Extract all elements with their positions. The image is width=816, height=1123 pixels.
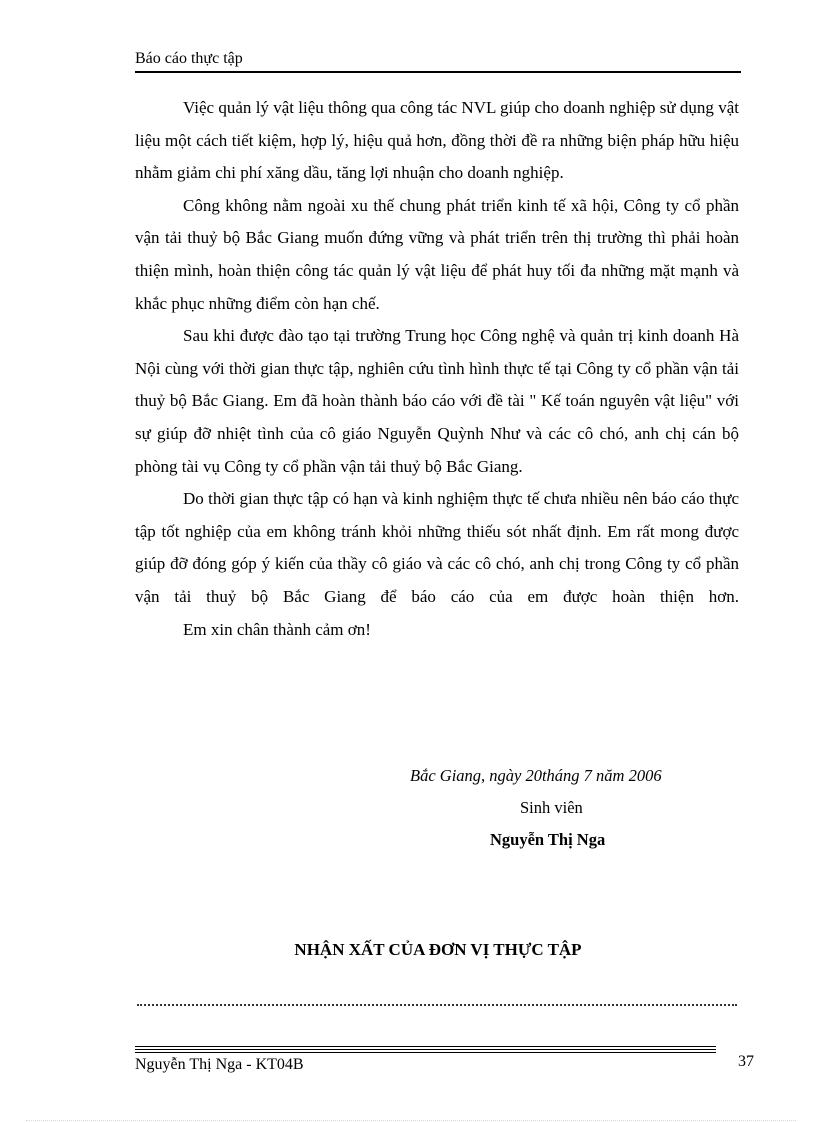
signature-name: Nguyễn Thị Nga <box>490 830 606 849</box>
report-body <box>135 92 739 646</box>
section-title: NHẬN XẤT CỦA ĐƠN VỊ THỰC TẬP <box>294 940 582 959</box>
page-edge-divider <box>26 1120 796 1121</box>
footer-rule <box>135 1052 716 1053</box>
footer-rule <box>135 1046 716 1047</box>
closing-line: Em xin chân thành cảm ơn! <box>183 619 371 639</box>
comment-dotted-line <box>137 1004 737 1006</box>
paragraph: Việc quản lý vật liệu thông qua công tác NVL giúp cho doanh nghiệp sử dụng vật liệu một cách tiết kiệm, hợp lý, hiệu quả hơn, đồng thời đề ra những biện pháp hữu hiệu nhằm giảm chi phí xăng dầu, tăng lợi nhuận cho doanh nghiệp. <box>135 98 739 183</box>
paragraph: Công không nằm ngoài xu thế chung phát triển kinh tế xã hội, Công ty cổ phần vận tải thuỷ bộ Bắc Giang muốn đứng vững và phát triển trên thị trường thì phải hoàn thiện mình, hoàn thiện công tác quản lý vật liệu để phát huy tối đa những mặt mạnh và khắc phục những điểm còn hạn chế. <box>135 195 739 313</box>
footer-author: Nguyễn Thị Nga - KT04B <box>135 1056 304 1073</box>
paragraph: Sau khi được đào tạo tại trường Trung học Công nghệ và quản trị kinh doanh Hà Nội cùng với thời gian thực tập, nghiên cứu tình hình thực tế tại Công ty cổ phần vận tải thuỷ bộ Bắc Giang. Em đã hoàn thành báo cáo với đề tài " Kế toán nguyên vật liệu" với sự giúp đỡ nhiệt tình của cô giáo Nguyễn Quỳnh Như và các cô chó, anh chị cán bộ phòng tài vụ Công ty cổ phần vận tải thuỷ bộ Bắc Giang. <box>135 326 739 476</box>
page-number: 37 <box>738 1053 754 1070</box>
signature-role: Sinh viên <box>520 798 583 817</box>
paragraph: Do thời gian thực tập có hạn và kinh nghiệm thực tế chưa nhiều nên báo cáo thực tập tốt nghiệp của em không tránh khỏi những thiếu sót nhất định. Em rất mong được giúp đỡ đóng góp ý kiến của thầy cô giáo và các cô chó, anh chị trong Công ty cổ phần vận tải thuỷ bộ Bắc Giang để báo cáo của em được hoàn thiện hơn. <box>135 489 739 606</box>
header-title: Báo cáo thực tập <box>135 50 243 67</box>
footer-rule <box>135 1049 716 1050</box>
header-rule <box>135 71 741 73</box>
signature-date: Bắc Giang, ngày 20tháng 7 năm 2006 <box>410 766 662 785</box>
